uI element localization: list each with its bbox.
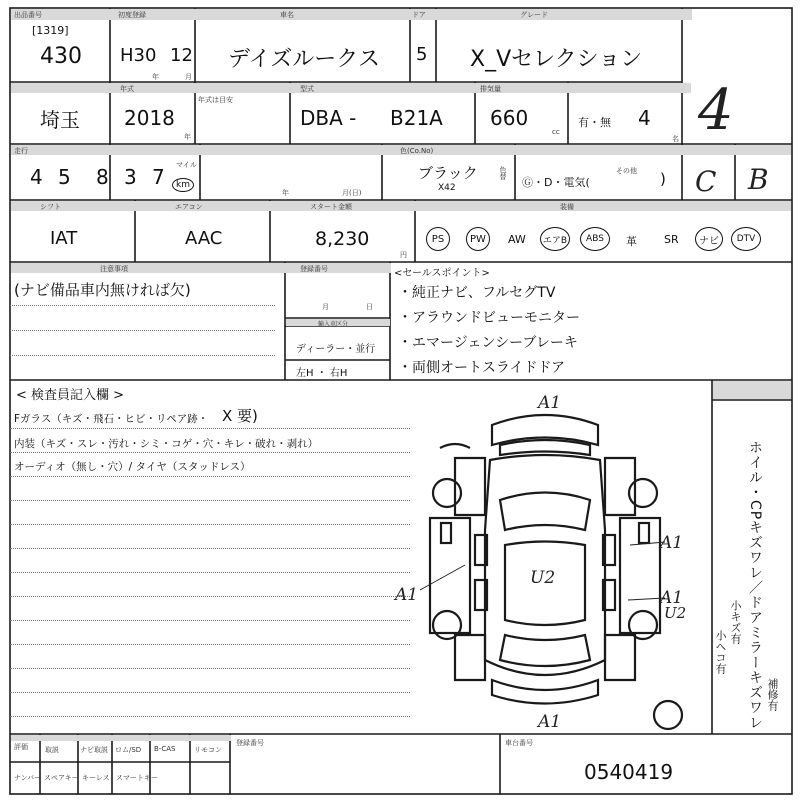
footer-reg-label: 登録番号 bbox=[236, 739, 264, 747]
damage-right-u: U2 bbox=[664, 604, 687, 622]
grade-label: グレード bbox=[520, 11, 548, 19]
shift-value: IAT bbox=[50, 228, 78, 249]
equip-leather: 革 bbox=[626, 235, 637, 248]
model-prefix: DBA - bbox=[300, 106, 357, 130]
price-unit: 円 bbox=[400, 251, 407, 259]
unit-km: km bbox=[172, 178, 194, 192]
recycle-value: 有・無 bbox=[578, 116, 611, 129]
damage-right-door: A1 bbox=[660, 533, 684, 553]
side-note-repair: 補修有 bbox=[766, 678, 779, 711]
mileage-digit: 5 bbox=[58, 165, 71, 189]
glass-note: Fガラス（キズ・飛石・ヒビ・リペア跡・ bbox=[14, 413, 209, 425]
seats-unit: 名 bbox=[672, 135, 679, 143]
glass-mark: X 要) bbox=[222, 407, 258, 425]
year-label: 年式 bbox=[120, 85, 134, 93]
price-label: スタート金額 bbox=[310, 203, 352, 211]
audio-note: オーディオ（無し・穴）/ タイヤ（スタッドレス） bbox=[14, 461, 251, 473]
sales-point-3: ・エマージェンシーブレーキ bbox=[398, 335, 578, 351]
car-name-label: 車名 bbox=[280, 11, 294, 19]
equipment-label: 装備 bbox=[560, 203, 574, 211]
registration-tsuki: 月 bbox=[185, 73, 192, 81]
mileage-label: 走行 bbox=[14, 147, 28, 155]
footer-manual: 取説 bbox=[45, 746, 59, 754]
shift-label: シフト bbox=[40, 203, 61, 211]
first-reg-note: 年式は目安 bbox=[198, 96, 233, 104]
inspector-label: < 検査員記入欄 > bbox=[16, 388, 125, 403]
displacement-unit: cc bbox=[552, 128, 560, 136]
import-value: ディーラー・並行 bbox=[296, 344, 376, 355]
color-change-label: 色替 bbox=[499, 166, 507, 180]
shaken-month: 月 bbox=[322, 303, 329, 311]
equip-ps: PS bbox=[426, 227, 450, 251]
lot-bracket: [1319] bbox=[32, 24, 69, 37]
reg-label: 登録番号 bbox=[300, 265, 328, 273]
mileage-digit: 3 bbox=[124, 165, 137, 189]
footer-frame-label: 車台番号 bbox=[505, 739, 533, 747]
notes-label: 注意事項 bbox=[100, 265, 128, 273]
registration-nen: 年 bbox=[152, 73, 159, 81]
damage-roof: U2 bbox=[530, 568, 556, 588]
mileage-digit: 7 bbox=[152, 165, 165, 189]
sales-point-4: ・両側オートスライドドア bbox=[398, 360, 566, 376]
registration-month: 12 bbox=[170, 45, 193, 66]
equip-aw: AW bbox=[508, 233, 526, 246]
ac-value: AAC bbox=[185, 228, 223, 249]
car-name: デイズルークス bbox=[228, 47, 381, 72]
doors-label: ドア bbox=[412, 11, 426, 19]
mileage-digit: 4 bbox=[30, 165, 43, 189]
model-year: 2018 bbox=[124, 106, 175, 130]
displacement-value: 660 bbox=[490, 106, 529, 130]
footer-spare-key: スペアキー bbox=[44, 774, 79, 782]
frame-serial: 0540419 bbox=[584, 760, 674, 784]
doors-value: 5 bbox=[416, 44, 428, 65]
footer-rom: ロム/SD bbox=[115, 746, 142, 754]
footer-remote: リモコン bbox=[194, 746, 222, 754]
sales-points-label: <セールスポイント> bbox=[394, 268, 490, 279]
equip-navi: ナビ bbox=[695, 227, 723, 251]
registration-label: 初度登録 bbox=[118, 11, 146, 19]
fuel-options: Ⓖ・D・電気( bbox=[522, 176, 590, 189]
equip-pw: PW bbox=[466, 227, 490, 251]
options-close: ) bbox=[660, 170, 666, 188]
navi-note: (ナビ備品車内無ければ欠) bbox=[14, 281, 191, 299]
date-tsuki: 月(日) bbox=[342, 189, 362, 197]
price-value: 8,230 bbox=[315, 228, 370, 250]
date-nen: 年 bbox=[282, 189, 289, 197]
damage-left: A1 bbox=[395, 585, 419, 605]
footer-number: ナンバー bbox=[14, 774, 42, 782]
unit-mile: マイル bbox=[176, 161, 197, 169]
color-code: X42 bbox=[438, 183, 456, 193]
damage-right-rear: A1 bbox=[660, 588, 684, 608]
footer-keyless: キーレス bbox=[82, 774, 110, 782]
footer-navi-manual: ナビ取説 bbox=[80, 746, 108, 754]
model-year-mark: 年 bbox=[184, 133, 191, 141]
footer-smart-key: スマートキー bbox=[116, 774, 158, 782]
equip-abs: ABS bbox=[580, 227, 610, 251]
model-code: B21A bbox=[390, 106, 443, 130]
side-note-vertical: ホイル・CPキズワレ／ドアミラーキズワレ bbox=[747, 440, 763, 731]
other-label: その他 bbox=[616, 167, 637, 175]
color-label: 色(Co.No) bbox=[400, 147, 434, 155]
lot-label: 出品番号 bbox=[14, 11, 42, 19]
sales-point-1: ・純正ナビ、フルセグTV bbox=[398, 285, 556, 301]
damage-front: A1 bbox=[538, 393, 562, 413]
interior-note: 内装（キズ・スレ・汚れ・シミ・コゲ・穴・キレ・破れ・剥れ） bbox=[14, 438, 319, 450]
footer-bcas: B-CAS bbox=[154, 745, 176, 753]
grade-value: X_Vセレクション bbox=[470, 47, 643, 72]
shaken-day: 日 bbox=[366, 303, 373, 311]
car-diagram bbox=[430, 415, 682, 729]
model-label: 型式 bbox=[300, 85, 314, 93]
prefecture: 埼玉 bbox=[40, 108, 80, 132]
overall-score: 4 bbox=[698, 78, 734, 143]
displacement-label: 排気量 bbox=[480, 85, 501, 93]
exterior-grade: C bbox=[695, 165, 717, 198]
side-note-dent: 小ヘコ有 bbox=[714, 630, 727, 674]
lot-number: 430 bbox=[40, 44, 82, 69]
seats-value: 4 bbox=[638, 106, 651, 130]
interior-grade: B bbox=[748, 163, 769, 196]
footer-label-grade: 評価 bbox=[14, 743, 28, 751]
damage-rear: A1 bbox=[538, 712, 562, 732]
handle-value: 左H ・ 右H bbox=[296, 368, 348, 379]
registration-era: H30 bbox=[120, 45, 157, 66]
equip-sunroof: SR bbox=[664, 233, 679, 246]
side-note-scratch: 小キズ有 bbox=[729, 600, 742, 644]
import-label: 輸入車区分 bbox=[318, 321, 349, 328]
equip-airbag: エアB bbox=[540, 227, 570, 251]
equip-dtv: DTV bbox=[731, 227, 761, 251]
sales-point-2: ・アラウンドビューモニター bbox=[398, 310, 580, 326]
ac-label: エアコン bbox=[175, 203, 203, 211]
mileage-digits bbox=[30, 165, 175, 191]
mileage-digit: 8 bbox=[96, 165, 109, 189]
color-value: ブラック bbox=[418, 164, 478, 182]
